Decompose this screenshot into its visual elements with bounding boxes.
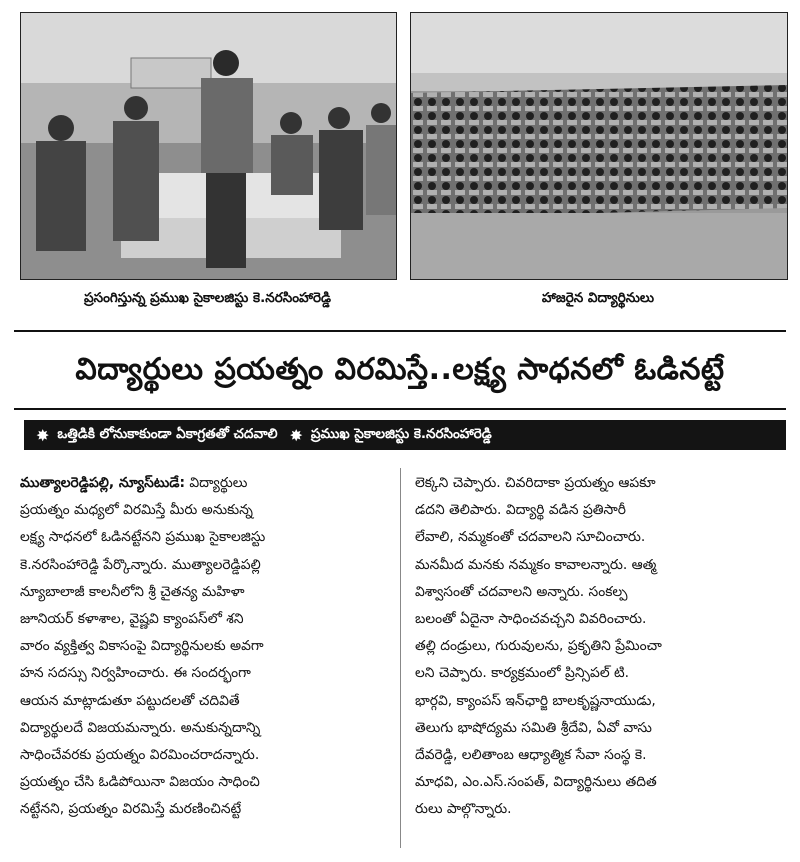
article-line: మనమీద మనకు నమ్మకం కావాలన్నారు. ఆత్మ xyxy=(415,556,657,573)
article-text: విద్యార్థులు xyxy=(189,475,248,491)
article-line xyxy=(20,470,392,497)
article-line: హన సదస్సు నిర్వహించారు. ఈ సందర్భంగా xyxy=(20,665,251,682)
article-line: నట్టేనని, ప్రయత్నం విరమిస్తే మరణించినట్టే xyxy=(20,801,242,818)
article-column-right xyxy=(415,470,787,850)
headline-top-rule xyxy=(14,330,786,332)
article-line: ప్రయత్నం మధ్యలో విరమిస్తే మీరు అనుకున్న xyxy=(20,502,253,519)
article-line: సాధించేవరకు ప్రయత్నం విరమించరాదన్నారు. xyxy=(20,747,260,764)
article-line: మాధవి, ఎం.ఎస్.సంపత్, విద్యార్థినులు తదిత xyxy=(415,774,657,791)
article-line: దేవరెడ్డి, లలితాంబ ఆధ్యాత్మిక సేవా సంస్థ కె. xyxy=(415,747,647,764)
audience-photo-caption: హాజరైన విద్యార్థినులు xyxy=(541,290,655,306)
article-line: విద్యార్థులదే విజయమన్నారు. అనుకున్నదాన్ని xyxy=(20,719,261,736)
article-line: ఆయన మాట్లాడుతూ పట్టుదలతో చదివితే xyxy=(20,692,240,709)
article-line: కె.నరసింహారెడ్డి పేర్కొన్నారు. ముత్యాలరెడ్డిపల్లి xyxy=(20,556,261,573)
article-line: జూనియర్ కళాశాల, వైష్ణవి క్యాంపస్‌లో శని xyxy=(20,611,244,628)
star-burst-icon: ✸ xyxy=(36,425,50,445)
article-line: బలంతో ఏదైనా సాధించవచ్చని వివరించారు. xyxy=(415,611,647,628)
article-line: వారం వ్యక్తిత్వ వికాసంపై విద్యార్థినులకు అవగా xyxy=(20,638,264,655)
headline: విద్యార్థులు ప్రయత్నం విరమిస్తే..లక్ష్య సాధనలో ఓడినట్టే xyxy=(75,352,725,387)
speaker-photo-caption: ప్రసంగిస్తున్న ప్రముఖ సైకాలజిస్టు కె.నరసింహారెడ్డి xyxy=(84,290,331,306)
article-line: తల్లి దండ్రులు, గురువులను, ప్రకృతిని ప్రేమించా xyxy=(415,638,662,655)
article-line: లని చెప్పారు. కార్యక్రమంలో ప్రిన్సిపల్ టి. xyxy=(415,665,630,682)
article-line: లక్ష్య సాధనలో ఓడినట్టేనని ప్రముఖ సైకాలజిస్టు xyxy=(20,529,266,546)
article-line: లేవాలి, నమ్మకంతో చదవాలని సూచించారు. xyxy=(415,529,646,546)
star-burst-icon: ✸ xyxy=(289,425,303,445)
column-divider xyxy=(400,468,401,848)
subhead-item: ఒత్తిడికి లోనుకాకుండా ఏకాగ్రతతో చదవాలి xyxy=(57,425,278,442)
dateline: ముత్యాలరెడ్డిపల్లి, న్యూస్‌టుడే: xyxy=(20,475,185,491)
article-line: రులు పాల్గొన్నారు. xyxy=(415,801,512,818)
article-line: న్యూబాలాజీ కాలనీలోని శ్రీ చైతన్య మహిళా xyxy=(20,583,245,600)
article-line: లెక్కని చెప్పారు. చివరిదాకా ప్రయత్నం ఆపకూ xyxy=(415,475,656,491)
article-line: ప్రయత్నం చేసి ఓడిపోయినా విజయం సాధించి xyxy=(20,774,260,791)
article-line: విశ్వాసంతో చదవాలని అన్నారు. సంకల్ప xyxy=(415,583,628,600)
article-line: డదని తెలిపారు. విద్యార్థి వడిన ప్రతిసారీ xyxy=(415,502,626,519)
article-line: తెలుగు భాషోద్యమ సమితి శ్రీదేవి, ఏవో వాసు xyxy=(415,719,652,736)
headline-bottom-rule xyxy=(14,408,786,410)
article-line: భార్గవి, క్యాంపస్ ఇన్‌ఛార్జి బాలకృష్ణనాయుడు, xyxy=(415,692,656,709)
audience-photo xyxy=(410,12,788,280)
article-column-left xyxy=(20,470,392,850)
speaker-photo xyxy=(20,12,397,280)
subhead-item: ప్రముఖ సైకాలజిస్టు కె.నరసింహారెడ్డి xyxy=(310,425,492,442)
subhead-bar xyxy=(24,420,786,450)
